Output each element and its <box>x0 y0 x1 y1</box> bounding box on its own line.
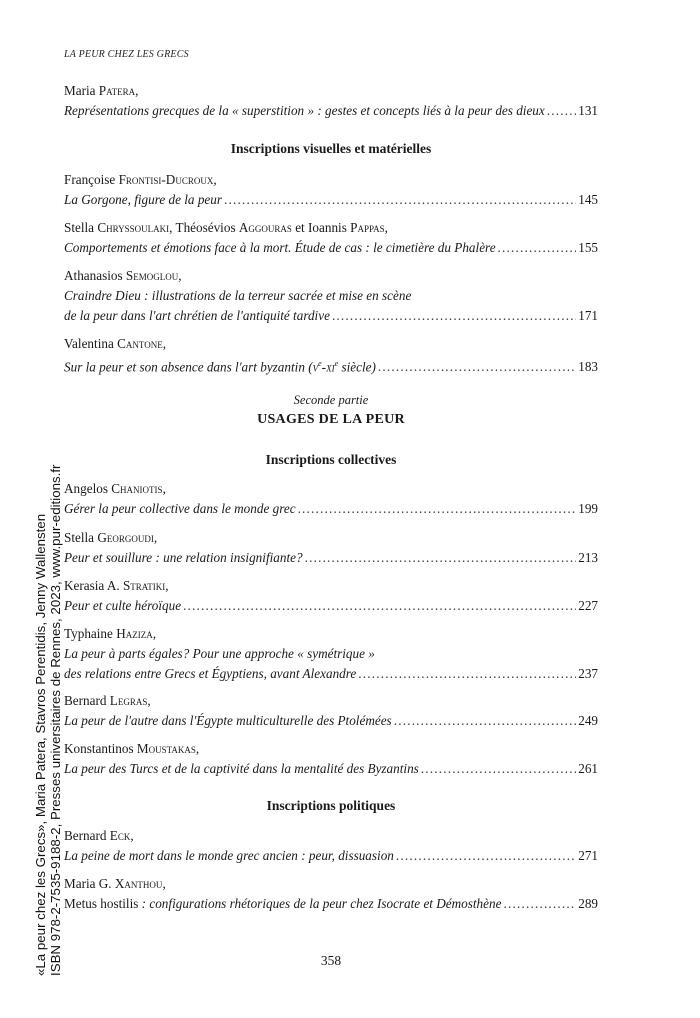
entry-title: La peur des Turcs et de la captivité dans la mentalité des Byzantins <box>64 761 419 776</box>
entry-author: Angelos Chaniotis, <box>64 481 166 496</box>
dot-leader <box>498 238 577 258</box>
copyright-sidebar <box>33 465 63 976</box>
toc-entry-haziza <box>64 624 598 684</box>
entry-author: Stella Georgoudi, <box>64 530 158 545</box>
dot-leader <box>298 499 577 519</box>
entry-title-line[interactable] <box>64 711 598 731</box>
dot-leader <box>503 894 576 914</box>
toc-entry-frontisi <box>64 170 598 210</box>
entry-author: Stella Chryssoulaki, Théosévios Aggouras et Ioannis Pappas, <box>64 220 388 235</box>
entry-title-line[interactable] <box>64 664 598 684</box>
toc-entry-legras <box>64 691 598 731</box>
entry-page-number: 227 <box>578 598 598 613</box>
entry-title-continued: des relations entre Grecs et Égyptiens, avant Alexandre <box>64 666 357 681</box>
dot-leader <box>421 759 576 779</box>
entry-title-line[interactable] <box>64 596 598 616</box>
entry-title: Gérer la peur collective dans le monde grec <box>64 501 296 516</box>
entry-author: Maria Patera, <box>64 83 139 98</box>
section-heading-political: Inscriptions politiques <box>266 798 396 813</box>
entry-title-line[interactable] <box>64 354 598 377</box>
dot-leader <box>332 306 576 326</box>
toc-entry-semoglou <box>64 266 598 326</box>
toc-entry-georgoudi <box>64 528 598 568</box>
entry-title: Craindre Dieu : illustrations de la terreur sacrée et mise en scène <box>64 288 412 303</box>
toc-entry-patera <box>64 81 598 121</box>
entry-page-number: 271 <box>578 848 598 863</box>
entry-page-number: 237 <box>578 666 598 681</box>
entry-page-number: 145 <box>578 192 598 207</box>
toc-entry-xanthou <box>64 874 598 914</box>
entry-author: Athanasios Semoglou, <box>64 268 182 283</box>
entry-title-line[interactable] <box>64 238 598 258</box>
entry-author: Bernard Legras, <box>64 693 151 708</box>
entry-title: Peur et culte héroïque <box>64 598 182 613</box>
toc-entry-cantone <box>64 334 598 377</box>
toc-entry-stratiki <box>64 576 598 616</box>
dot-leader <box>547 101 576 121</box>
entry-author: Typhaine Haziza, <box>64 626 156 641</box>
entry-title: Représentations grecques de la « superstition » : gestes et concepts liés à la peur des dieux <box>64 103 545 118</box>
dot-leader <box>394 711 577 731</box>
entry-title-line[interactable] <box>64 499 598 519</box>
entry-author: Valentina Cantone, <box>64 336 167 351</box>
entry-page-number: 183 <box>578 359 598 375</box>
dot-leader <box>224 190 576 210</box>
entry-author: Konstantinos Moustakas, <box>64 741 200 756</box>
entry-title-continued: de la peur dans l'art chrétien de l'antiquité tardive <box>64 308 330 323</box>
entry-title: Metus hostilis : configurations rhétoriques de la peur chez Isocrate et Démosthène <box>64 896 502 911</box>
entry-title: La peur de l'autre dans l'Égypte multiculturelle des Ptolémées <box>64 713 392 728</box>
entry-page-number: 249 <box>578 713 598 728</box>
entry-page-number: 213 <box>578 550 598 565</box>
entry-page-number: 155 <box>578 240 598 255</box>
section-heading-visual: Inscriptions visuelles et matérielles <box>230 141 432 156</box>
sidebar-line-1: «La peur chez les Grecs», Maria Patera, Stavros Perentidis, Jenny Wallensten <box>33 513 48 976</box>
sidebar-line-2: ISBN 978-2-7535-9188-2, Presses universitaires de Rennes, 2023, www.pur-editions.fr <box>48 464 63 976</box>
entry-title-line[interactable] <box>64 306 598 326</box>
entry-title: Sur la peur et son absence dans l'art byzantin ($v^e-xi^e$ siècle) <box>64 359 376 375</box>
running-head: LA PEUR CHEZ LES GRECS <box>64 49 189 60</box>
entry-page-number: 171 <box>578 308 598 323</box>
dot-leader <box>378 357 576 377</box>
entry-author: Maria G. Xanthou, <box>64 876 166 891</box>
entry-title: La Gorgone, figure de la peur <box>64 192 222 207</box>
entry-page-number: 131 <box>578 103 598 118</box>
section-heading-collective: Inscriptions collectives <box>265 452 397 467</box>
page-number: 358 <box>320 953 342 968</box>
entry-title-line[interactable] <box>64 759 598 779</box>
entry-title-line[interactable] <box>64 548 598 568</box>
entry-title: Comportements et émotions face à la mort. Étude de cas : le cimetière du Phalère <box>64 240 496 255</box>
entry-title-line[interactable] <box>64 101 598 121</box>
toc-entry-eck <box>64 826 598 866</box>
dot-leader <box>396 846 576 866</box>
dot-leader <box>183 596 576 616</box>
dot-leader <box>305 548 577 568</box>
entry-author: Kerasia A. Stratiki, <box>64 578 169 593</box>
entry-author: Françoise Frontisi-Ducroux, <box>64 172 217 187</box>
entry-title: Peur et souillure : une relation insignifiante? <box>64 550 303 565</box>
toc-entry-chryssoulaki <box>64 218 598 258</box>
part-title: USAGES DE LA PEUR <box>257 412 405 427</box>
toc-entry-moustakas <box>64 739 598 779</box>
entry-title-line[interactable] <box>64 190 598 210</box>
part-label: Seconde partie <box>293 393 369 407</box>
entry-title-line[interactable] <box>64 846 598 866</box>
entry-title: La peur à parts égales? Pour une approche « symétrique » <box>64 646 375 661</box>
entry-page-number: 289 <box>578 896 598 911</box>
entry-page-number: 261 <box>578 761 598 776</box>
dot-leader <box>358 664 576 684</box>
entry-title: La peine de mort dans le monde grec ancien : peur, dissuasion <box>64 848 394 863</box>
toc-entry-chaniotis <box>64 479 598 519</box>
entry-author: Bernard Eck, <box>64 828 134 843</box>
entry-title-line[interactable] <box>64 894 598 914</box>
entry-page-number: 199 <box>578 501 598 516</box>
